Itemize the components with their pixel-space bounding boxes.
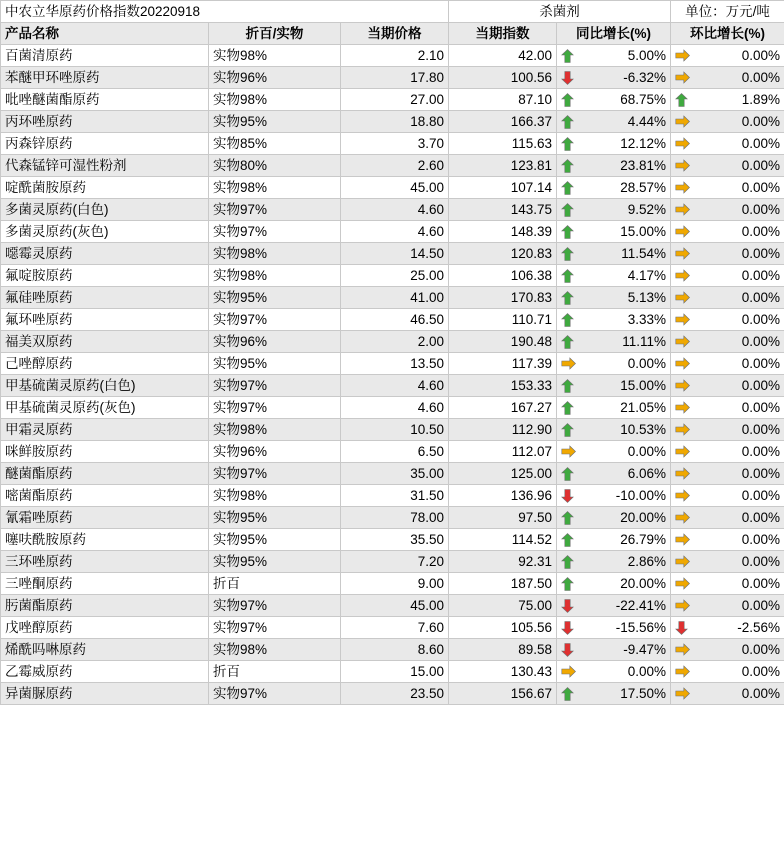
cell-purity: 实物80% xyxy=(209,155,341,177)
table-row xyxy=(1,507,784,529)
cell-yoy-growth: 6.06% xyxy=(557,463,671,485)
flat-arrow-icon xyxy=(675,203,689,217)
cell-current-index: 130.43 xyxy=(449,661,557,683)
flat-arrow-icon xyxy=(675,269,689,283)
table-row xyxy=(1,243,784,265)
cell-current-price: 41.00 xyxy=(341,287,449,309)
cell-product-name: 甲基硫菌灵原药(灰色) xyxy=(1,397,209,419)
table-row xyxy=(1,177,784,199)
down-arrow-icon xyxy=(561,489,575,503)
cell-product-name: 苯醚甲环唑原药 xyxy=(1,67,209,89)
cell-current-index: 92.31 xyxy=(449,551,557,573)
cell-yoy-growth: 5.13% xyxy=(557,287,671,309)
cell-mom-growth: 0.00% xyxy=(671,243,784,265)
up-arrow-icon xyxy=(561,247,575,261)
cell-yoy-growth: 15.00% xyxy=(557,221,671,243)
cell-product-name: 百菌清原药 xyxy=(1,45,209,67)
cell-yoy-growth: 0.00% xyxy=(557,441,671,463)
cell-purity: 实物97% xyxy=(209,375,341,397)
cell-purity: 实物97% xyxy=(209,683,341,705)
cell-product-name: 烯酰吗啉原药 xyxy=(1,639,209,661)
cell-current-price: 4.60 xyxy=(341,221,449,243)
cell-yoy-growth: 0.00% xyxy=(557,661,671,683)
cell-product-name: 醚菌酯原药 xyxy=(1,463,209,485)
cell-current-index: 167.27 xyxy=(449,397,557,419)
cell-current-price: 23.50 xyxy=(341,683,449,705)
table-row xyxy=(1,221,784,243)
cell-product-name: 戊唑醇原药 xyxy=(1,617,209,639)
up-arrow-icon xyxy=(561,93,575,107)
table-row xyxy=(1,89,784,111)
cell-purity: 实物97% xyxy=(209,199,341,221)
up-arrow-icon xyxy=(561,401,575,415)
cell-yoy-growth: -10.00% xyxy=(557,485,671,507)
flat-arrow-icon xyxy=(675,489,689,503)
up-arrow-icon xyxy=(561,291,575,305)
column-header-mom: 环比增长(%) xyxy=(671,23,784,45)
cell-current-price: 45.00 xyxy=(341,177,449,199)
cell-purity: 实物96% xyxy=(209,67,341,89)
cell-product-name: 丙环唑原药 xyxy=(1,111,209,133)
cell-yoy-growth: 23.81% xyxy=(557,155,671,177)
cell-current-index: 123.81 xyxy=(449,155,557,177)
column-header-yoy: 同比增长(%) xyxy=(557,23,671,45)
up-arrow-icon xyxy=(561,181,575,195)
cell-purity: 实物97% xyxy=(209,463,341,485)
cell-mom-growth: 0.00% xyxy=(671,661,784,683)
table-row xyxy=(1,199,784,221)
up-arrow-icon xyxy=(675,93,689,107)
cell-yoy-growth: 2.86% xyxy=(557,551,671,573)
cell-purity: 实物97% xyxy=(209,221,341,243)
cell-current-price: 46.50 xyxy=(341,309,449,331)
up-arrow-icon xyxy=(561,555,575,569)
column-header-price: 当期价格 xyxy=(341,23,449,45)
cell-purity: 实物85% xyxy=(209,133,341,155)
cell-purity: 实物95% xyxy=(209,529,341,551)
cell-mom-growth: 0.00% xyxy=(671,221,784,243)
cell-current-index: 190.48 xyxy=(449,331,557,353)
cell-current-index: 87.10 xyxy=(449,89,557,111)
flat-arrow-icon xyxy=(675,291,689,305)
cell-current-price: 10.50 xyxy=(341,419,449,441)
table-row xyxy=(1,595,784,617)
flat-arrow-icon xyxy=(675,313,689,327)
cell-current-index: 89.58 xyxy=(449,639,557,661)
cell-mom-growth: 0.00% xyxy=(671,419,784,441)
up-arrow-icon xyxy=(561,313,575,327)
cell-product-name: 氟环唑原药 xyxy=(1,309,209,331)
table-row xyxy=(1,441,784,463)
cell-mom-growth: 0.00% xyxy=(671,111,784,133)
up-arrow-icon xyxy=(561,225,575,239)
cell-mom-growth: 0.00% xyxy=(671,639,784,661)
cell-current-price: 27.00 xyxy=(341,89,449,111)
cell-mom-growth: 0.00% xyxy=(671,177,784,199)
cell-mom-growth: 0.00% xyxy=(671,287,784,309)
cell-purity: 实物96% xyxy=(209,331,341,353)
flat-arrow-icon xyxy=(675,335,689,349)
cell-yoy-growth: 5.00% xyxy=(557,45,671,67)
cell-current-price: 18.80 xyxy=(341,111,449,133)
cell-yoy-growth: -15.56% xyxy=(557,617,671,639)
cell-purity: 实物98% xyxy=(209,265,341,287)
table-row xyxy=(1,309,784,331)
table-row xyxy=(1,375,784,397)
flat-arrow-icon xyxy=(675,401,689,415)
down-arrow-icon xyxy=(561,621,575,635)
flat-arrow-icon xyxy=(675,247,689,261)
flat-arrow-icon xyxy=(675,181,689,195)
table-row xyxy=(1,529,784,551)
cell-product-name: 噻呋酰胺原药 xyxy=(1,529,209,551)
cell-mom-growth: 0.00% xyxy=(671,67,784,89)
cell-mom-growth: 0.00% xyxy=(671,265,784,287)
cell-yoy-growth: 68.75% xyxy=(557,89,671,111)
cell-mom-growth: 0.00% xyxy=(671,529,784,551)
table-row xyxy=(1,485,784,507)
cell-current-price: 35.00 xyxy=(341,463,449,485)
cell-current-index: 97.50 xyxy=(449,507,557,529)
cell-yoy-growth: 21.05% xyxy=(557,397,671,419)
cell-current-price: 2.60 xyxy=(341,155,449,177)
flat-arrow-icon xyxy=(675,137,689,151)
cell-current-index: 136.96 xyxy=(449,485,557,507)
table-row xyxy=(1,265,784,287)
cell-current-price: 13.50 xyxy=(341,353,449,375)
down-arrow-icon xyxy=(561,71,575,85)
cell-yoy-growth: 11.54% xyxy=(557,243,671,265)
cell-mom-growth: 0.00% xyxy=(671,155,784,177)
flat-arrow-icon xyxy=(675,687,689,701)
cell-current-index: 125.00 xyxy=(449,463,557,485)
cell-product-name: 异菌脲原药 xyxy=(1,683,209,705)
title-row xyxy=(1,1,784,23)
cell-yoy-growth: 12.12% xyxy=(557,133,671,155)
table-row xyxy=(1,639,784,661)
column-header-name: 产品名称 xyxy=(1,23,209,45)
up-arrow-icon xyxy=(561,335,575,349)
cell-mom-growth: 0.00% xyxy=(671,353,784,375)
down-arrow-icon xyxy=(675,621,689,635)
flat-arrow-icon xyxy=(675,467,689,481)
category-label: 杀菌剂 xyxy=(449,1,671,23)
up-arrow-icon xyxy=(561,511,575,525)
cell-product-name: 多菌灵原药(灰色) xyxy=(1,221,209,243)
cell-purity: 实物98% xyxy=(209,485,341,507)
cell-product-name: 甲霜灵原药 xyxy=(1,419,209,441)
cell-current-price: 45.00 xyxy=(341,595,449,617)
cell-yoy-growth: 3.33% xyxy=(557,309,671,331)
cell-current-index: 170.83 xyxy=(449,287,557,309)
up-arrow-icon xyxy=(561,533,575,547)
cell-current-index: 117.39 xyxy=(449,353,557,375)
cell-purity: 实物98% xyxy=(209,419,341,441)
table-row xyxy=(1,683,784,705)
cell-current-index: 120.83 xyxy=(449,243,557,265)
cell-current-index: 187.50 xyxy=(449,573,557,595)
cell-yoy-growth: 20.00% xyxy=(557,573,671,595)
cell-mom-growth: 0.00% xyxy=(671,45,784,67)
cell-mom-growth: 1.89% xyxy=(671,89,784,111)
up-arrow-icon xyxy=(561,467,575,481)
cell-current-index: 42.00 xyxy=(449,45,557,67)
cell-current-index: 107.14 xyxy=(449,177,557,199)
cell-product-name: 丙森锌原药 xyxy=(1,133,209,155)
cell-yoy-growth: 11.11% xyxy=(557,331,671,353)
flat-arrow-icon xyxy=(675,71,689,85)
cell-mom-growth: 0.00% xyxy=(671,573,784,595)
up-arrow-icon xyxy=(561,115,575,129)
flat-arrow-icon xyxy=(675,665,689,679)
up-arrow-icon xyxy=(561,269,575,283)
cell-product-name: 三唑酮原药 xyxy=(1,573,209,595)
flat-arrow-icon xyxy=(675,357,689,371)
cell-current-price: 4.60 xyxy=(341,397,449,419)
cell-product-name: 氰霜唑原药 xyxy=(1,507,209,529)
table-row xyxy=(1,617,784,639)
cell-yoy-growth: 17.50% xyxy=(557,683,671,705)
cell-current-index: 115.63 xyxy=(449,133,557,155)
cell-purity: 实物98% xyxy=(209,177,341,199)
cell-product-name: 代森锰锌可湿性粉剂 xyxy=(1,155,209,177)
cell-yoy-growth: 20.00% xyxy=(557,507,671,529)
cell-current-price: 17.80 xyxy=(341,67,449,89)
cell-mom-growth: 0.00% xyxy=(671,595,784,617)
cell-current-index: 112.90 xyxy=(449,419,557,441)
cell-purity: 实物98% xyxy=(209,89,341,111)
cell-purity: 实物97% xyxy=(209,397,341,419)
cell-mom-growth: 0.00% xyxy=(671,441,784,463)
cell-mom-growth: 0.00% xyxy=(671,683,784,705)
cell-mom-growth: 0.00% xyxy=(671,485,784,507)
flat-arrow-icon xyxy=(675,577,689,591)
cell-product-name: 咪鲜胺原药 xyxy=(1,441,209,463)
table-row xyxy=(1,111,784,133)
cell-current-index: 143.75 xyxy=(449,199,557,221)
cell-purity: 折百 xyxy=(209,573,341,595)
cell-yoy-growth: 0.00% xyxy=(557,353,671,375)
cell-product-name: 甲基硫菌灵原药(白色) xyxy=(1,375,209,397)
cell-product-name: 乙霉威原药 xyxy=(1,661,209,683)
down-arrow-icon xyxy=(561,643,575,657)
cell-mom-growth: 0.00% xyxy=(671,463,784,485)
cell-current-index: 100.56 xyxy=(449,67,557,89)
flat-arrow-icon xyxy=(561,445,575,459)
cell-current-price: 78.00 xyxy=(341,507,449,529)
cell-mom-growth: 0.00% xyxy=(671,551,784,573)
flat-arrow-icon xyxy=(561,357,575,371)
cell-current-index: 110.71 xyxy=(449,309,557,331)
cell-product-name: 福美双原药 xyxy=(1,331,209,353)
cell-product-name: 多菌灵原药(白色) xyxy=(1,199,209,221)
cell-yoy-growth: 4.17% xyxy=(557,265,671,287)
cell-purity: 实物95% xyxy=(209,353,341,375)
cell-yoy-growth: 9.52% xyxy=(557,199,671,221)
down-arrow-icon xyxy=(561,599,575,613)
cell-current-price: 35.50 xyxy=(341,529,449,551)
flat-arrow-icon xyxy=(675,49,689,63)
cell-current-index: 105.56 xyxy=(449,617,557,639)
cell-mom-growth: 0.00% xyxy=(671,375,784,397)
cell-purity: 实物95% xyxy=(209,507,341,529)
flat-arrow-icon xyxy=(675,423,689,437)
cell-mom-growth: 0.00% xyxy=(671,309,784,331)
cell-yoy-growth: 15.00% xyxy=(557,375,671,397)
column-header-unit: 折百/实物 xyxy=(209,23,341,45)
cell-product-name: 氟啶胺原药 xyxy=(1,265,209,287)
table-row xyxy=(1,573,784,595)
cell-purity: 实物97% xyxy=(209,595,341,617)
cell-yoy-growth: 28.57% xyxy=(557,177,671,199)
table-body xyxy=(1,1,784,705)
cell-current-price: 15.00 xyxy=(341,661,449,683)
cell-current-index: 166.37 xyxy=(449,111,557,133)
cell-yoy-growth: 10.53% xyxy=(557,419,671,441)
cell-mom-growth: 0.00% xyxy=(671,133,784,155)
cell-mom-growth: 0.00% xyxy=(671,397,784,419)
cell-mom-growth: 0.00% xyxy=(671,331,784,353)
flat-arrow-icon xyxy=(675,555,689,569)
table-row xyxy=(1,45,784,67)
flat-arrow-icon xyxy=(561,665,575,679)
cell-current-price: 4.60 xyxy=(341,375,449,397)
cell-current-price: 9.00 xyxy=(341,573,449,595)
table-row xyxy=(1,551,784,573)
cell-purity: 实物97% xyxy=(209,617,341,639)
cell-purity: 实物97% xyxy=(209,309,341,331)
cell-current-index: 106.38 xyxy=(449,265,557,287)
cell-purity: 实物98% xyxy=(209,639,341,661)
cell-current-price: 8.60 xyxy=(341,639,449,661)
up-arrow-icon xyxy=(561,577,575,591)
cell-product-name: 三环唑原药 xyxy=(1,551,209,573)
cell-yoy-growth: -22.41% xyxy=(557,595,671,617)
cell-purity: 实物98% xyxy=(209,243,341,265)
flat-arrow-icon xyxy=(675,445,689,459)
up-arrow-icon xyxy=(561,203,575,217)
flat-arrow-icon xyxy=(675,159,689,173)
cell-current-price: 7.60 xyxy=(341,617,449,639)
cell-current-price: 2.00 xyxy=(341,331,449,353)
cell-product-name: 噁霉灵原药 xyxy=(1,243,209,265)
cell-current-price: 4.60 xyxy=(341,199,449,221)
table-row xyxy=(1,287,784,309)
unit-label: 单位：万元/吨 xyxy=(671,1,784,23)
cell-purity: 实物95% xyxy=(209,111,341,133)
cell-current-price: 14.50 xyxy=(341,243,449,265)
cell-product-name: 氟硅唑原药 xyxy=(1,287,209,309)
up-arrow-icon xyxy=(561,137,575,151)
cell-current-index: 148.39 xyxy=(449,221,557,243)
up-arrow-icon xyxy=(561,159,575,173)
cell-current-index: 112.07 xyxy=(449,441,557,463)
up-arrow-icon xyxy=(561,379,575,393)
cell-current-price: 6.50 xyxy=(341,441,449,463)
table-row xyxy=(1,353,784,375)
cell-yoy-growth: -6.32% xyxy=(557,67,671,89)
table-row xyxy=(1,133,784,155)
table-row xyxy=(1,155,784,177)
cell-current-price: 31.50 xyxy=(341,485,449,507)
table-row xyxy=(1,419,784,441)
cell-current-price: 2.10 xyxy=(341,45,449,67)
up-arrow-icon xyxy=(561,687,575,701)
cell-yoy-growth: -9.47% xyxy=(557,639,671,661)
table-row xyxy=(1,67,784,89)
cell-current-index: 153.33 xyxy=(449,375,557,397)
cell-product-name: 己唑醇原药 xyxy=(1,353,209,375)
flat-arrow-icon xyxy=(675,511,689,525)
flat-arrow-icon xyxy=(675,225,689,239)
cell-purity: 实物96% xyxy=(209,441,341,463)
cell-mom-growth: 0.00% xyxy=(671,507,784,529)
cell-product-name: 啶酰菌胺原药 xyxy=(1,177,209,199)
cell-mom-growth: 0.00% xyxy=(671,199,784,221)
table-row xyxy=(1,397,784,419)
cell-yoy-growth: 26.79% xyxy=(557,529,671,551)
column-header-row xyxy=(1,23,784,45)
table-row xyxy=(1,463,784,485)
flat-arrow-icon xyxy=(675,533,689,547)
cell-current-price: 3.70 xyxy=(341,133,449,155)
page-title: 中农立华原药价格指数20220918 xyxy=(1,1,449,23)
cell-current-price: 7.20 xyxy=(341,551,449,573)
cell-yoy-growth: 4.44% xyxy=(557,111,671,133)
flat-arrow-icon xyxy=(675,379,689,393)
cell-product-name: 嘧菌酯原药 xyxy=(1,485,209,507)
cell-current-index: 75.00 xyxy=(449,595,557,617)
flat-arrow-icon xyxy=(675,643,689,657)
cell-product-name: 吡唑醚菌酯原药 xyxy=(1,89,209,111)
cell-purity: 实物95% xyxy=(209,287,341,309)
cell-product-name: 肟菌酯原药 xyxy=(1,595,209,617)
cell-current-index: 156.67 xyxy=(449,683,557,705)
table-row xyxy=(1,331,784,353)
flat-arrow-icon xyxy=(675,599,689,613)
flat-arrow-icon xyxy=(675,115,689,129)
column-header-index: 当期指数 xyxy=(449,23,557,45)
cell-purity: 实物95% xyxy=(209,551,341,573)
table-row xyxy=(1,661,784,683)
cell-purity: 折百 xyxy=(209,661,341,683)
cell-current-price: 25.00 xyxy=(341,265,449,287)
up-arrow-icon xyxy=(561,423,575,437)
cell-current-index: 114.52 xyxy=(449,529,557,551)
cell-purity: 实物98% xyxy=(209,45,341,67)
cell-mom-growth: -2.56% xyxy=(671,617,784,639)
up-arrow-icon xyxy=(561,49,575,63)
